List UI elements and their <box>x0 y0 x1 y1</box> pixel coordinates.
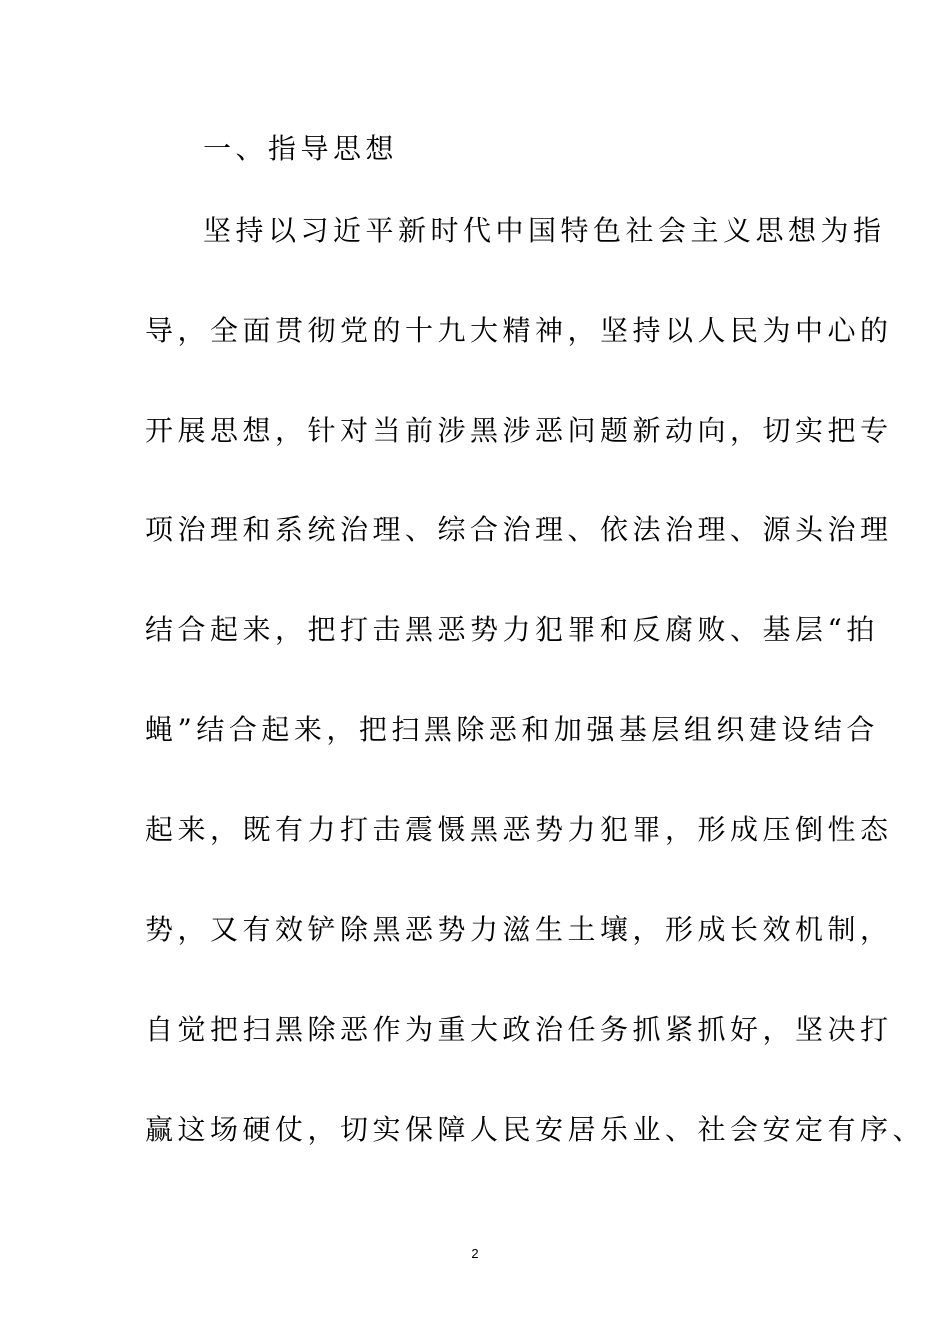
paragraph-line: 坚持以习近平新时代中国特色社会主义思想为指 <box>203 214 886 247</box>
paragraph-line: 开展思想，针对当前涉黑涉恶问题新动向，切实把专 <box>145 414 893 447</box>
page-number: 2 <box>471 1246 479 1261</box>
section-heading: 一、指导思想 <box>203 132 399 165</box>
paragraph-line: 项治理和系统治理、综合治理、依法治理、源头治理 <box>145 513 893 546</box>
paragraph-line: 导，全面贯彻党的十九大精神，坚持以人民为中心的 <box>145 314 893 347</box>
paragraph-line: 自觉把扫黑除恶作为重大政治任务抓紧抓好，坚决打 <box>145 1013 893 1046</box>
paragraph-line: 赢这场硬仗，切实保障人民安居乐业、社会安定有序、 <box>145 1113 926 1146</box>
paragraph-line: 势，又有效铲除黑恶势力滋生土壤，形成长效机制， <box>145 913 893 946</box>
paragraph-line: 结合起来，把打击黑恶势力犯罪和反腐败、基层“拍 <box>145 613 879 646</box>
paragraph-line: 起来，既有力打击震慑黑恶势力犯罪，形成压倒性态 <box>145 813 893 846</box>
paragraph-line: 蝇”结合起来，把扫黑除恶和加强基层组织建设结合 <box>145 713 879 746</box>
